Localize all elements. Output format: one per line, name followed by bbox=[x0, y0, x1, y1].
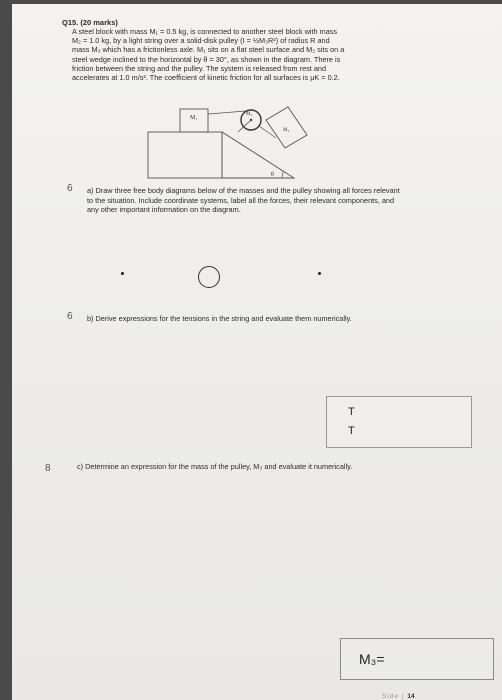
question-header: Q15. (20 marks) bbox=[62, 18, 118, 27]
tension-answer-box[interactable] bbox=[326, 396, 472, 448]
m3-answer-box[interactable] bbox=[340, 638, 494, 680]
wedge bbox=[222, 132, 294, 178]
question-line: accelerates at 1.0 m/s². The coefficient of kinetic friction for all surfaces is μK = 0.2. bbox=[72, 73, 340, 83]
tension-2-label: T bbox=[348, 425, 355, 437]
physics-diagram bbox=[142, 102, 342, 184]
side-label: Side bbox=[382, 693, 400, 700]
question-line: friction between the string and the pulley. The system is released from rest and bbox=[72, 63, 327, 73]
drawing-dot-left bbox=[121, 272, 124, 275]
mark-b: 6 bbox=[67, 311, 73, 322]
tension-1-label: T bbox=[348, 406, 355, 418]
mark-a: 6 bbox=[67, 183, 73, 194]
question-line: steel wedge inclined to the horizontal by θ = 30°, as shown in the diagram. There is bbox=[72, 54, 341, 64]
string-horizontal bbox=[208, 111, 246, 114]
page-number: 14 bbox=[407, 693, 415, 700]
part-c bbox=[45, 462, 417, 474]
question-text bbox=[72, 27, 402, 82]
label-m2: M₂ bbox=[283, 128, 290, 133]
page-footer bbox=[382, 693, 415, 700]
mark-c: 8 bbox=[45, 463, 51, 474]
m3-answer-label: M₃= bbox=[359, 651, 385, 667]
footer-divider: | bbox=[401, 693, 408, 700]
part-a-text: Draw three free body diagrams below of the masses and the pulley showing all forces relevant to the situation. Include coordinate systems, label all the forces, their relevant components, and any other important information on the diagram. bbox=[87, 186, 400, 215]
question-line: mass M₃ which has a frictionless axle. M₁ sits on a flat steel surface and M₂ sits on a bbox=[72, 45, 345, 55]
part-b bbox=[67, 311, 427, 324]
label-theta: θ bbox=[271, 172, 274, 178]
part-b-text: Derive expressions for the tensions in the string and evaluate them numerically. bbox=[95, 314, 352, 323]
part-b-label: b) bbox=[87, 314, 94, 323]
flat-surface bbox=[148, 132, 222, 178]
part-a bbox=[67, 183, 407, 215]
theta-arc bbox=[282, 171, 284, 178]
label-m1: M₁ bbox=[190, 115, 198, 121]
question-line: A steel block with mass M₁ = 0.5 kg, is connected to another steel block with mass bbox=[72, 27, 338, 36]
part-c-text: Determine an expression for the mass of the pulley, M₃ and evaluate it numerically. bbox=[85, 462, 353, 471]
label-m3: M₃ bbox=[246, 112, 253, 117]
part-c-label: c) bbox=[77, 462, 84, 471]
question-line: M₂ = 1.0 kg, by a light string over a solid-disk pulley (I = ½M₃R²) of radius R and bbox=[72, 36, 330, 46]
string-incline bbox=[259, 126, 276, 138]
drawing-dot-right bbox=[318, 272, 321, 275]
exam-page bbox=[12, 4, 502, 700]
drawing-circle-pulley bbox=[198, 266, 220, 288]
part-a-label: a) bbox=[87, 186, 94, 195]
